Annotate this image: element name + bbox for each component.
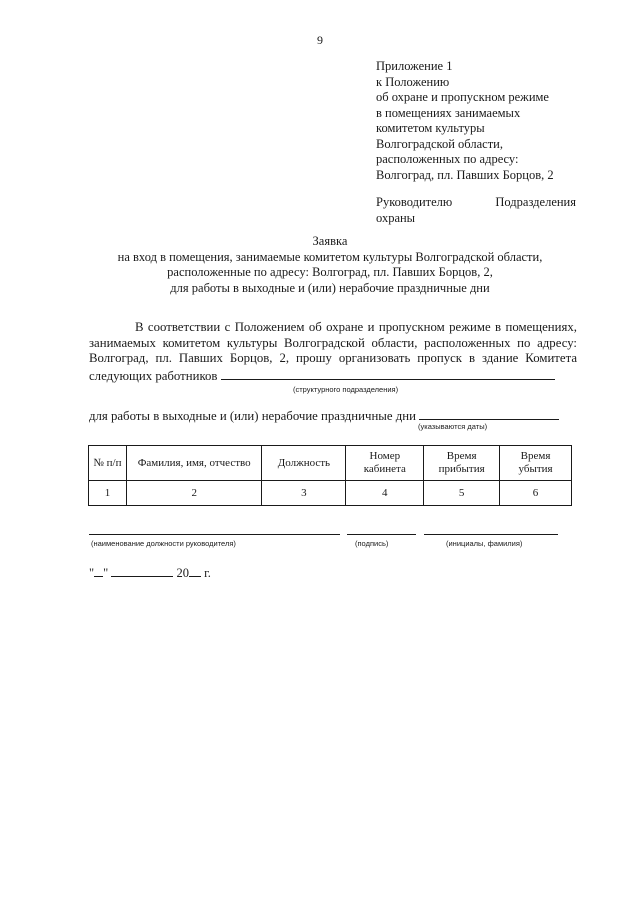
position-caption: (наименование должности руководителя) bbox=[91, 539, 236, 548]
workers-table bbox=[88, 445, 572, 506]
title-heading: Заявка bbox=[312, 234, 348, 248]
name-caption: (инициалы, фамилия) bbox=[446, 539, 523, 548]
appendix-line: Волгоград, пл. Павших Борцов, 2 bbox=[376, 167, 554, 182]
header-cell-departure: Время убытия bbox=[500, 446, 572, 481]
year-prefix: 20 bbox=[176, 566, 189, 580]
body-line: занимаемых комитетом культуры Волгоградской области, расположенных по адресу: bbox=[89, 335, 577, 350]
appendix-line: Приложение 1 bbox=[376, 59, 453, 73]
sign-caption: (подпись) bbox=[355, 539, 389, 548]
unit-blank-line[interactable] bbox=[221, 367, 555, 380]
dates-caption: (указываются даты) bbox=[418, 422, 488, 431]
appendix-line: в помещениях занимаемых bbox=[376, 105, 521, 120]
column-number-cell: 3 bbox=[262, 481, 346, 506]
table-row bbox=[89, 481, 572, 506]
day-blank[interactable] bbox=[94, 564, 103, 577]
date-open-quote: " bbox=[89, 566, 95, 580]
header-cell-room: Номер кабинета bbox=[346, 446, 424, 481]
appendix-line: Волгоградской области, bbox=[376, 136, 503, 151]
page-number: 9 bbox=[317, 33, 323, 47]
addressee-word: охраны bbox=[376, 210, 416, 225]
dates-blank-line[interactable] bbox=[419, 407, 559, 420]
request-title bbox=[60, 234, 600, 296]
appendix-line: об охране и пропускном режиме bbox=[376, 90, 549, 104]
appendix-line: расположенных по адресу: bbox=[376, 152, 519, 166]
sign-signature-line[interactable] bbox=[347, 534, 416, 535]
column-number-cell: 1 bbox=[89, 481, 127, 506]
request-body bbox=[89, 320, 577, 394]
month-blank[interactable] bbox=[111, 564, 173, 577]
column-number-cell: 6 bbox=[500, 481, 572, 506]
column-number-cell: 4 bbox=[346, 481, 424, 506]
days-line bbox=[89, 407, 559, 424]
header-cell-arrival: Время прибытия bbox=[424, 446, 500, 481]
date-close-quote: " bbox=[103, 566, 109, 580]
position-signature-line[interactable] bbox=[89, 534, 340, 535]
days-text: для работы в выходные и (или) нерабочие праздничные дни bbox=[89, 409, 416, 423]
unit-caption: (структурного подразделения) bbox=[293, 385, 399, 394]
header-cell-position: Должность bbox=[262, 446, 346, 481]
body-line: следующих работников bbox=[89, 368, 218, 383]
table-header-row bbox=[89, 446, 572, 481]
header-cell-number: № п/п bbox=[89, 446, 127, 481]
title-line: на вход в помещения, занимаемые комитетом культуры Волгоградской области, bbox=[117, 249, 543, 264]
addressee-word: Подразделения bbox=[495, 195, 576, 209]
date-line bbox=[89, 564, 211, 581]
year-suffix: г. bbox=[204, 566, 211, 580]
appendix-line: комитетом культуры bbox=[376, 121, 485, 135]
addressee-block bbox=[376, 195, 576, 226]
addressee-word: Руководителю bbox=[376, 195, 453, 209]
appendix-header bbox=[376, 59, 554, 183]
title-line: для работы в выходные и (или) нерабочие праздничные дни bbox=[170, 280, 490, 295]
name-signature-line[interactable] bbox=[424, 534, 558, 535]
appendix-line: к Положению bbox=[376, 74, 450, 89]
body-line: В соответствии с Положением об охране и пропускном режиме в помещениях, bbox=[135, 320, 577, 334]
body-line: Волгоград, пл. Павших Борцов, 2, прошу организовать пропуск в здание Комитета bbox=[89, 351, 577, 365]
title-line: расположенные по адресу: Волгоград, пл. Павших Борцов, 2, bbox=[167, 265, 493, 279]
year-blank[interactable] bbox=[189, 564, 201, 577]
column-number-cell: 5 bbox=[424, 481, 500, 506]
header-cell-fullname: Фамилия, имя, отчество bbox=[126, 446, 262, 481]
column-number-cell: 2 bbox=[126, 481, 262, 506]
